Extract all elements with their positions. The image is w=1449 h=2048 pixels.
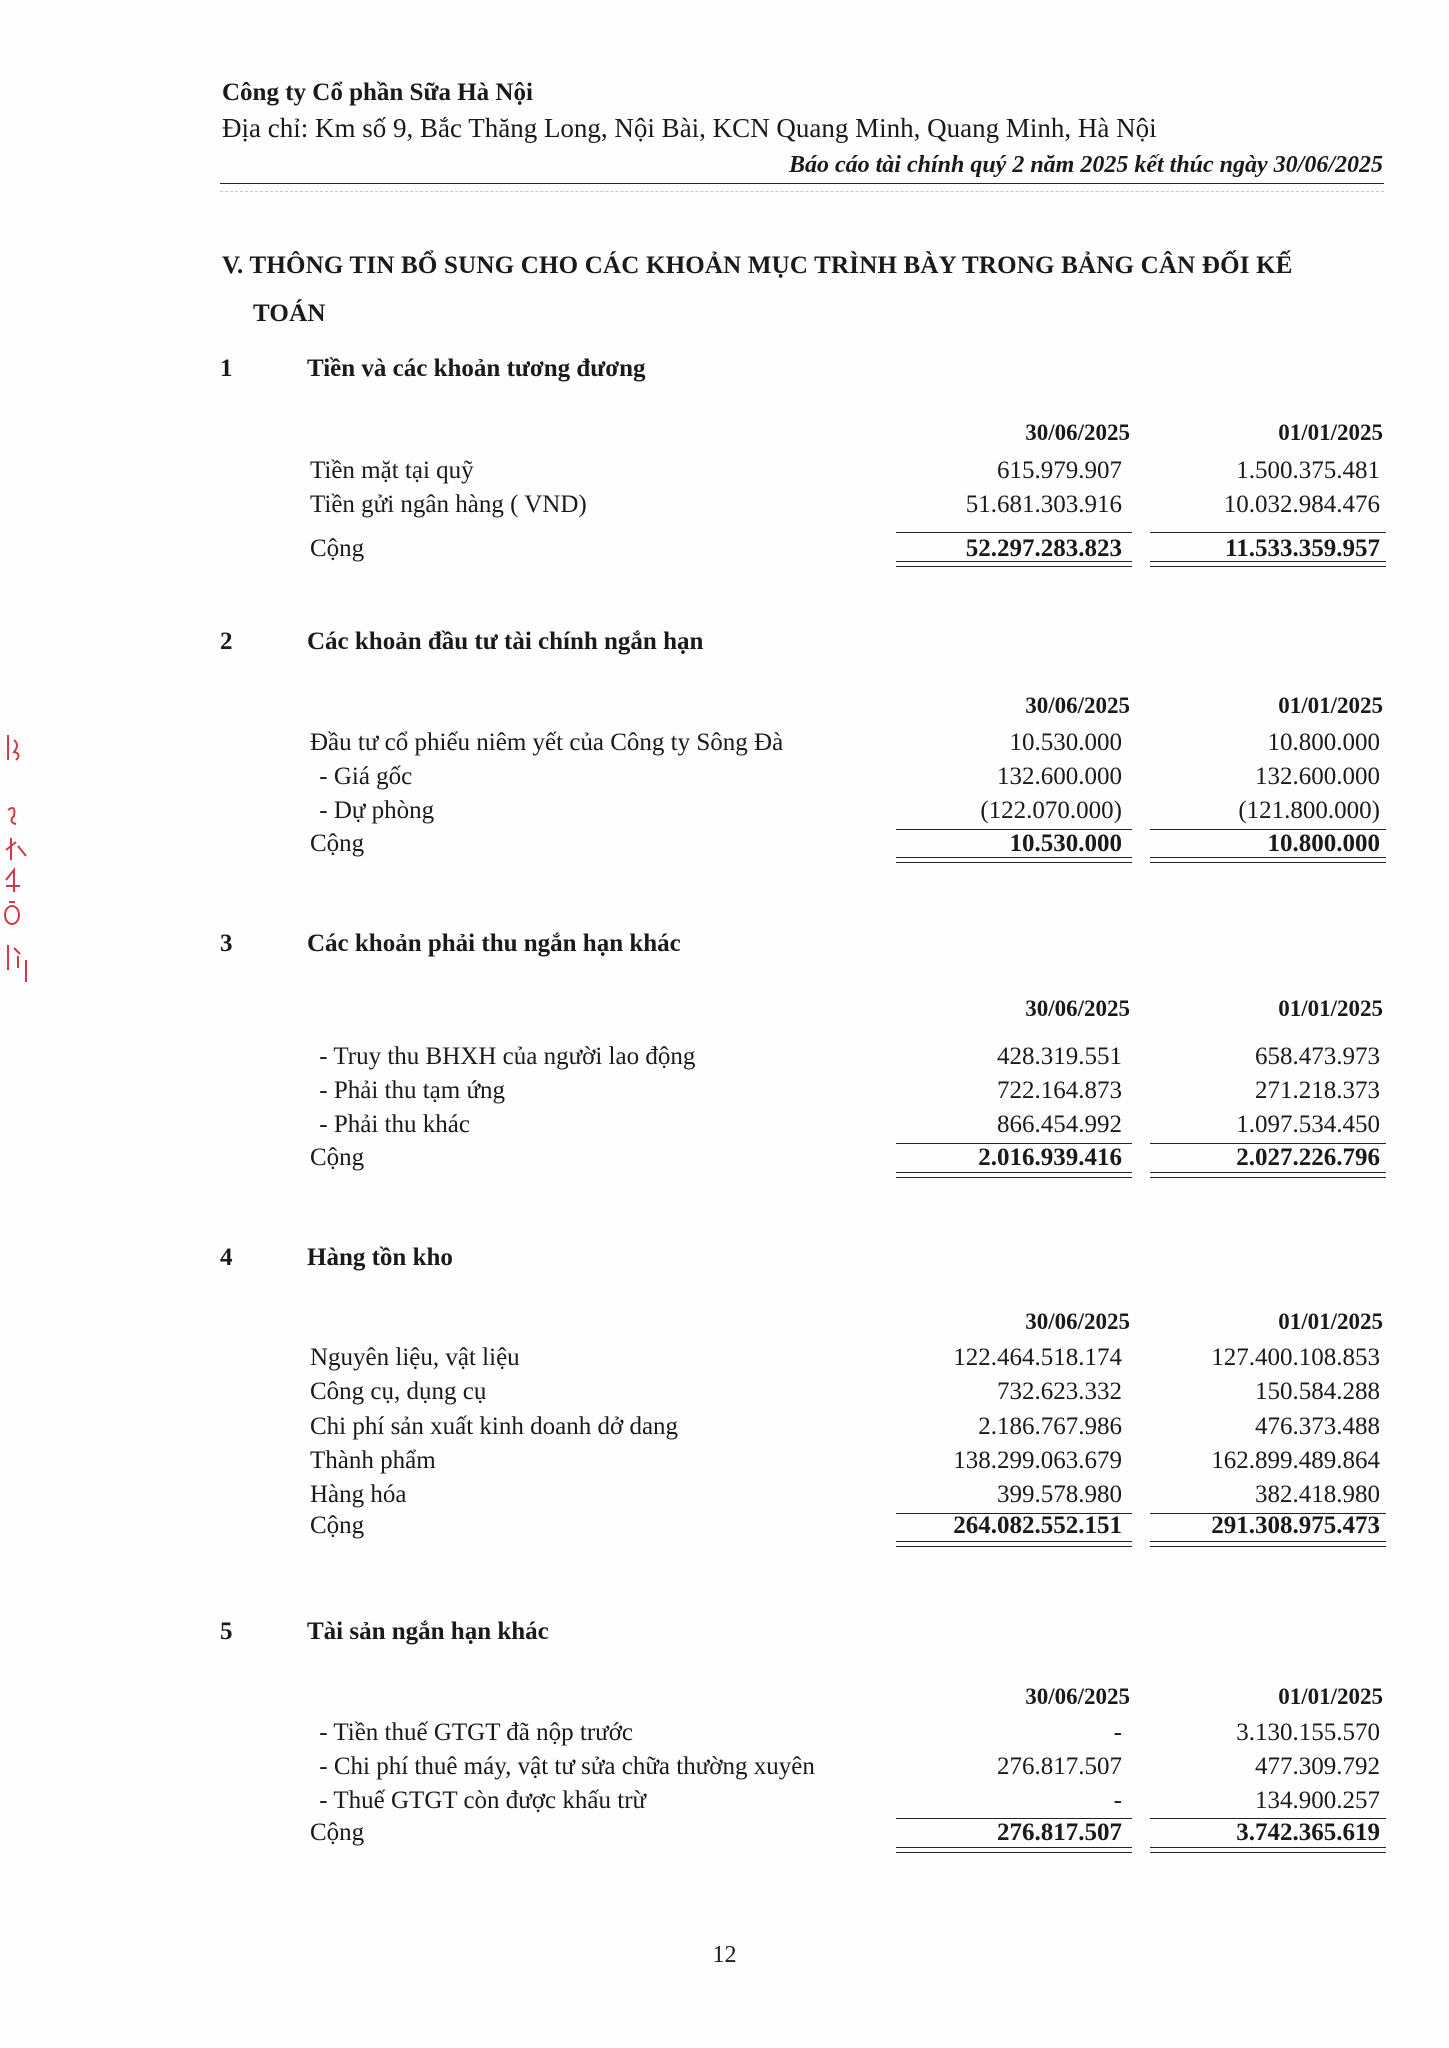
- row-value-prior: 1.097.534.450: [1236, 1111, 1380, 1138]
- row-label: Tiền gửi ngân hàng ( VND): [310, 491, 587, 518]
- row-value-prior: 132.600.000: [1255, 763, 1380, 790]
- row-label: Công cụ, dụng cụ: [310, 1378, 487, 1405]
- note-item-5: [0, 1618, 1449, 1858]
- row-value-prior: 382.418.980: [1255, 1481, 1380, 1508]
- section-heading: [222, 242, 1392, 338]
- column-header-current: 30/06/2025: [1025, 1684, 1130, 1709]
- row-value-prior: 3.130.155.570: [1236, 1719, 1380, 1746]
- table-row: [0, 1074, 1449, 1108]
- row-label: - Phải thu khác: [313, 1111, 470, 1138]
- total-value-current: 264.082.552.151: [953, 1512, 1122, 1539]
- row-value-current: 428.319.551: [997, 1043, 1122, 1070]
- table-row: [0, 1375, 1449, 1409]
- total-double-rule: [896, 857, 1132, 863]
- table-row: [0, 1784, 1449, 1818]
- total-double-rule: [1150, 857, 1386, 863]
- row-label: Đầu tư cổ phiếu niêm yết của Công ty Sông Đà: [310, 729, 784, 756]
- row-value-prior: 10.800.000: [1267, 729, 1380, 756]
- row-value-prior: 162.899.489.864: [1211, 1447, 1380, 1474]
- total-double-rule: [1150, 1847, 1386, 1853]
- total-value-current: 2.016.939.416: [978, 1144, 1122, 1171]
- row-value-prior: 150.584.288: [1255, 1378, 1380, 1405]
- column-header-prior: 01/01/2025: [1278, 996, 1383, 1021]
- row-value-prior: 271.218.373: [1255, 1077, 1380, 1104]
- note-item-1: [0, 355, 1449, 575]
- total-value-prior: 11.533.359.957: [1225, 535, 1380, 562]
- total-value-current: 276.817.507: [997, 1819, 1122, 1846]
- item-number: 2: [220, 628, 233, 655]
- total-value-prior: 10.800.000: [1267, 830, 1380, 857]
- total-row: [0, 1141, 1449, 1175]
- item-heading: [0, 628, 1449, 660]
- total-double-rule: [896, 1541, 1132, 1547]
- total-row: [0, 1816, 1449, 1850]
- row-value-current: 399.578.980: [997, 1481, 1122, 1508]
- item-number: 1: [220, 355, 233, 382]
- table-row: [0, 794, 1449, 828]
- total-value-prior: 3.742.365.619: [1236, 1819, 1380, 1846]
- item-number: 3: [220, 930, 233, 957]
- total-double-rule: [1150, 1541, 1386, 1547]
- header-divider-faint: [220, 191, 1384, 192]
- column-header-current: 30/06/2025: [1025, 420, 1130, 445]
- table-row: [0, 1478, 1449, 1512]
- column-header-current: 30/06/2025: [1025, 996, 1130, 1021]
- row-label: Chi phí sản xuất kinh doanh dở dang: [310, 1413, 679, 1440]
- total-label: Cộng: [310, 1512, 365, 1539]
- total-double-rule: [1150, 561, 1386, 567]
- total-value-current: 10.530.000: [1009, 830, 1122, 857]
- total-row: [0, 827, 1449, 861]
- item-heading: [0, 355, 1449, 387]
- note-item-4: [0, 1244, 1449, 1564]
- row-value-prior: 127.400.108.853: [1211, 1344, 1380, 1371]
- item-heading: [0, 930, 1449, 962]
- total-label: Cộng: [310, 535, 365, 562]
- column-header-prior: 01/01/2025: [1278, 1309, 1383, 1334]
- table-row: [0, 1716, 1449, 1750]
- table-row: [0, 726, 1449, 760]
- column-header-prior: 01/01/2025: [1278, 1684, 1383, 1709]
- column-header-current: 30/06/2025: [1025, 1309, 1130, 1334]
- item-title: Tiền và các khoản tương đương: [307, 355, 646, 382]
- total-label: Cộng: [310, 1144, 365, 1171]
- item-heading: [0, 1618, 1449, 1650]
- report-title: Báo cáo tài chính quý 2 năm 2025 kết thúc ngày 30/06/2025: [788, 152, 1383, 178]
- total-row: [0, 1509, 1449, 1543]
- company-name: Công ty Cổ phần Sữa Hà Nội: [222, 79, 533, 106]
- section-heading-line-2: TOÁN: [253, 300, 326, 327]
- row-label: Thành phẩm: [310, 1447, 436, 1474]
- table-row: [0, 454, 1449, 488]
- table-row: [0, 1410, 1449, 1444]
- row-value-current: 10.530.000: [1009, 729, 1122, 756]
- row-label: - Thuế GTGT còn được khấu trừ: [313, 1787, 647, 1814]
- item-heading: [0, 1244, 1449, 1276]
- page-number: 12: [712, 1942, 737, 1968]
- column-header-prior: 01/01/2025: [1278, 693, 1383, 718]
- table-row: [0, 1341, 1449, 1375]
- item-number: 5: [220, 1618, 233, 1645]
- row-value-current: 732.623.332: [997, 1378, 1122, 1405]
- note-item-3: [0, 930, 1449, 1185]
- total-double-rule: [896, 1847, 1132, 1853]
- table-row: [0, 1750, 1449, 1784]
- row-label: - Chi phí thuê máy, vật tư sửa chữa thường xuyên: [313, 1753, 815, 1780]
- total-double-rule: [896, 561, 1132, 567]
- item-title: Các khoản phải thu ngắn hạn khác: [307, 930, 681, 957]
- row-value-prior: 477.309.792: [1255, 1753, 1380, 1780]
- column-header-prior: 01/01/2025: [1278, 420, 1383, 445]
- row-value-prior: 10.032.984.476: [1223, 491, 1380, 518]
- total-value-prior: 291.308.975.473: [1211, 1512, 1380, 1539]
- row-label: - Tiền thuế GTGT đã nộp trước: [313, 1719, 634, 1746]
- total-double-rule: [1150, 1172, 1386, 1178]
- column-header-current: 30/06/2025: [1025, 693, 1130, 718]
- total-value-current: 52.297.283.823: [965, 535, 1122, 562]
- section-heading-line-1: V. THÔNG TIN BỔ SUNG CHO CÁC KHOẢN MỤC TRÌNH BÀY TRONG BẢNG CÂN ĐỐI KẾ: [222, 252, 1293, 279]
- header-divider: [220, 183, 1384, 184]
- row-value-current: 866.454.992: [997, 1111, 1122, 1138]
- row-value-current: 132.600.000: [997, 763, 1122, 790]
- row-label: - Giá gốc: [313, 763, 413, 790]
- row-value-current: -: [1113, 1787, 1122, 1814]
- row-value-current: (122.070.000): [980, 797, 1122, 824]
- row-label: Nguyên liệu, vật liệu: [310, 1344, 520, 1371]
- row-value-current: 2.186.767.986: [978, 1413, 1122, 1440]
- row-value-prior: 134.900.257: [1255, 1787, 1380, 1814]
- row-label: - Phải thu tạm ứng: [313, 1077, 506, 1104]
- row-value-current: -: [1113, 1719, 1122, 1746]
- row-value-prior: 1.500.375.481: [1236, 457, 1380, 484]
- red-stamp-mark: [0, 720, 36, 990]
- total-label: Cộng: [310, 1819, 365, 1846]
- total-value-prior: 2.027.226.796: [1236, 1144, 1380, 1171]
- total-double-rule: [896, 1172, 1132, 1178]
- row-value-current: 276.817.507: [997, 1753, 1122, 1780]
- row-value-current: 51.681.303.916: [965, 491, 1122, 518]
- row-label: Tiền mặt tại quỹ: [310, 457, 474, 484]
- row-value-current: 722.164.873: [997, 1077, 1122, 1104]
- company-address: Địa chỉ: Km số 9, Bắc Thăng Long, Nội Bài, KCN Quang Minh, Quang Minh, Hà Nội: [222, 113, 1157, 143]
- table-row: [0, 1040, 1449, 1074]
- item-title: Hàng tồn kho: [307, 1244, 453, 1271]
- item-title: Tài sản ngắn hạn khác: [307, 1618, 549, 1645]
- row-value-current: 615.979.907: [997, 457, 1122, 484]
- row-value-current: 138.299.063.679: [953, 1447, 1122, 1474]
- row-label: Hàng hóa: [310, 1481, 407, 1508]
- row-label: - Dự phòng: [313, 797, 435, 824]
- table-row: [0, 1444, 1449, 1478]
- row-value-prior: 476.373.488: [1255, 1413, 1380, 1440]
- table-row: [0, 1108, 1449, 1142]
- note-item-2: [0, 628, 1449, 868]
- total-label: Cộng: [310, 830, 365, 857]
- table-row: [0, 488, 1449, 522]
- row-label: - Truy thu BHXH của người lao động: [313, 1043, 696, 1070]
- item-title: Các khoản đầu tư tài chính ngắn hạn: [307, 628, 704, 655]
- item-number: 4: [220, 1244, 233, 1271]
- row-value-prior: 658.473.973: [1255, 1043, 1380, 1070]
- row-value-current: 122.464.518.174: [953, 1344, 1122, 1371]
- row-value-prior: (121.800.000): [1238, 797, 1380, 824]
- table-row: [0, 760, 1449, 794]
